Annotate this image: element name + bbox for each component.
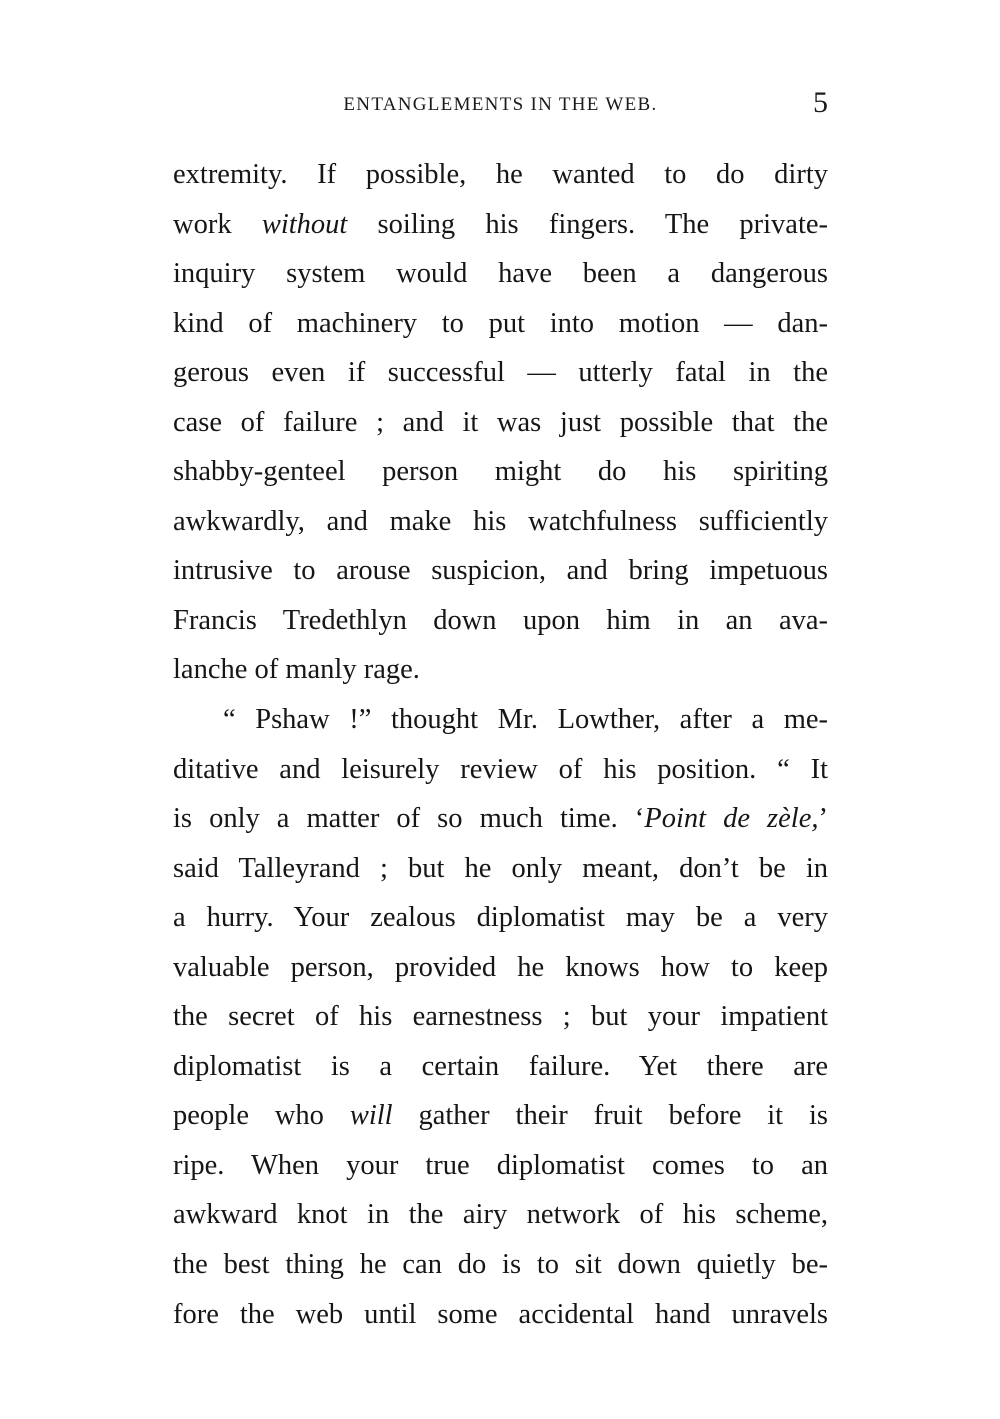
- text-line: the secret of his earnestness ; but your impatient: [173, 1001, 828, 1033]
- text-line: inquiry system would have been a dangerous: [173, 258, 828, 290]
- text-line: case of failure ; and it was just possible that the: [173, 406, 828, 438]
- emphasis: will: [349, 1100, 393, 1132]
- text-line: people who will gather their fruit before it is: [173, 1100, 828, 1132]
- text-line: shabby-genteel person might do his spiriting: [173, 456, 828, 488]
- running-title: ENTANGLEMENTS IN THE WEB.: [343, 94, 658, 115]
- text-line: Francis Tredethlyn down upon him in an ava-: [173, 604, 828, 636]
- text-line: the best thing he can do is to sit down quietly be-: [173, 1249, 828, 1281]
- text-line: ditative and leisurely review of his position. “ It: [173, 753, 828, 785]
- text-line: intrusive to arouse suspicion, and bring impetuous: [173, 555, 828, 587]
- text-line: ripe. When your true diplomatist comes to an: [173, 1149, 828, 1181]
- body-text: [173, 150, 828, 1339]
- text-line: awkwardly, and make his watchfulness sufficiently: [173, 505, 828, 537]
- paragraph-end-line: lanche of manly rage.: [173, 654, 420, 686]
- paragraph-start-line: “ Pshaw !” thought Mr. Lowther, after a me-: [223, 704, 828, 736]
- text-line: valuable person, provided he knows how to keep: [173, 951, 828, 983]
- text-line: extremity. If possible, he wanted to do dirty: [173, 159, 828, 190]
- text-line: work without soiling his fingers. The private-: [173, 208, 829, 240]
- emphasis: Point de zèle,: [644, 803, 819, 835]
- text-line: awkward knot in the airy network of his scheme,: [173, 1199, 828, 1231]
- text-line: is only a matter of so much time. ‘Point de zèle,’: [173, 803, 828, 835]
- page-number: 5: [813, 86, 828, 119]
- text-line: kind of machinery to put into motion — dan-: [173, 307, 828, 339]
- text-line: a hurry. Your zealous diplomatist may be a very: [173, 902, 828, 934]
- running-head: [173, 86, 828, 126]
- text-line: diplomatist is a certain failure. Yet there are: [173, 1050, 828, 1082]
- text-line: fore the web until some accidental hand unravels: [173, 1298, 828, 1330]
- emphasis: without: [261, 208, 348, 240]
- text-line: said Talleyrand ; but he only meant, don’t be in: [173, 852, 828, 884]
- text-line: gerous even if successful — utterly fatal in the: [173, 357, 828, 389]
